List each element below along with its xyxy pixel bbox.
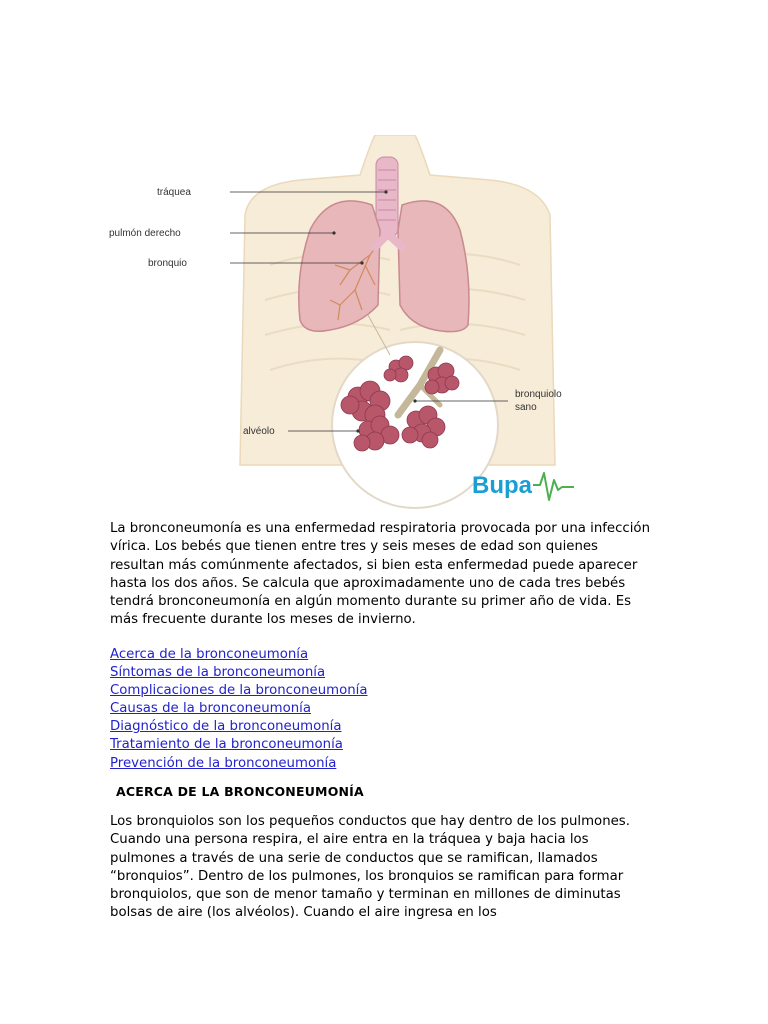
section-paragraph: Los bronquiolos son los pequeños conductos que hay dentro de los pulmones. Cuando una persona respira, el aire entra en la tráquea y baja hacia los pulmones a través de una serie de conductos que se ramifican, llamados “bronquios”. Dentro de los pulmones, los bronquios se ramifican para formar bronquiolos, que son de menor tamaño y terminan en millones de diminutas bolsas de aire (los alvéolos). Cuando el aire ingresa en los (110, 814, 630, 921)
lung-anatomy-illustration (100, 135, 590, 515)
bupa-logo (472, 472, 574, 500)
toc-link-acerca[interactable]: Acerca de la bronconeumonía (110, 647, 309, 662)
bupa-wave-icon (533, 473, 574, 500)
toc-link-complicaciones[interactable]: Complicaciones de la bronconeumonía (110, 683, 368, 699)
intro-paragraph: La bronconeumonía es una enfermedad respiratoria provocada por una infección vírica. Los bebés que tienen entre tres y seis meses de edad son quienes resultan más comúnmente afectados, si bien esta enfermedad puede aparecer hasta los dos años. Se calcula que aproximadamente uno de cada tres bebés tendrá bronconeumonía en algún momento durante su primer año de vida. Es más frecuente durante los meses de invierno. (110, 521, 650, 628)
trachea (376, 157, 398, 237)
section-heading: ACERCA DE LA BRONCONEUMONÍA (116, 784, 364, 799)
label-sano: sano (515, 402, 537, 413)
toc-link-causas[interactable]: Causas de la bronconeumonía (110, 701, 312, 717)
toc-link-tratamiento[interactable]: Tratamiento de la bronconeumonía (110, 737, 343, 753)
lung-diagram (100, 135, 590, 515)
label-bronquiolo: bronquiolo (515, 389, 562, 400)
toc-link-sintomas[interactable]: Síntomas de la bronconeumonía (110, 665, 326, 681)
toc-link-diagnostico[interactable]: Diagnóstico de la bronconeumonía (110, 719, 342, 735)
label-traquea: tráquea (157, 187, 191, 198)
label-alveolo: alvéolo (243, 426, 275, 437)
toc-link-prevencion[interactable]: Prevención de la bronconeumonía (110, 755, 337, 771)
table-of-contents (110, 646, 650, 773)
bupa-logo-text: Bupa (472, 472, 532, 499)
label-bronquio: bronquio (148, 258, 187, 269)
label-pulmon-derecho: pulmón derecho (109, 228, 181, 239)
